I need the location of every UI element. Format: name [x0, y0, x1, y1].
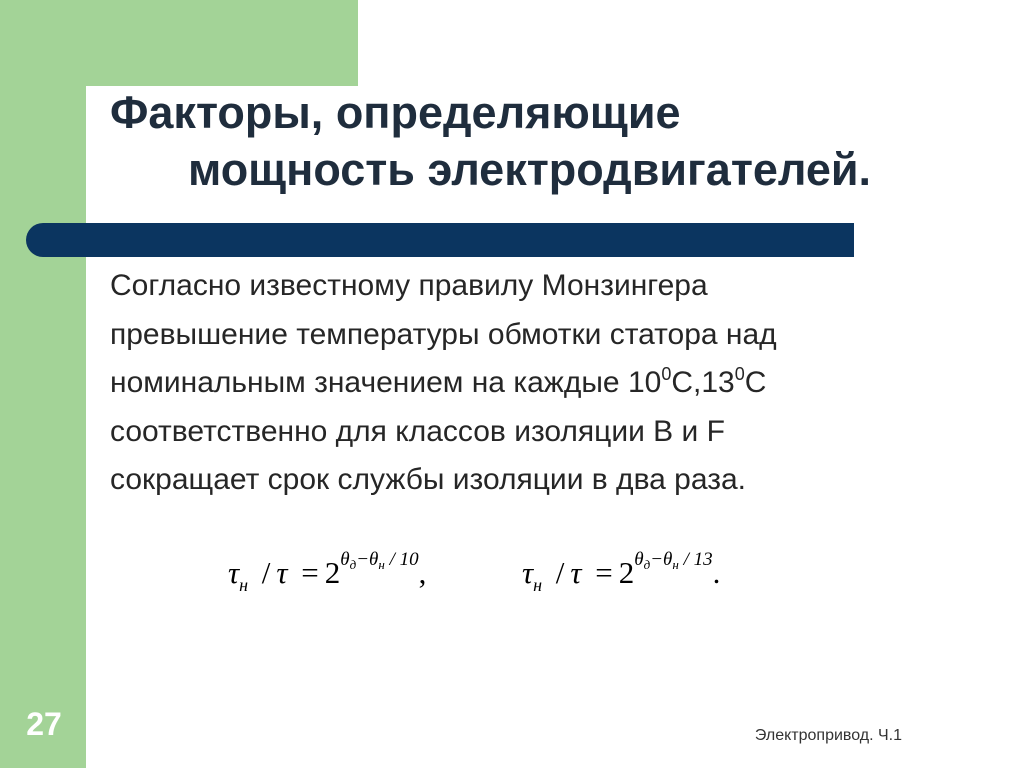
- formula-class-b: [228, 549, 427, 595]
- minus-sign: −: [650, 549, 664, 570]
- equals-sign: =: [595, 555, 613, 590]
- body-paragraph: [110, 262, 990, 505]
- formula-class-f: [522, 549, 721, 595]
- theta-symbol: θ: [369, 549, 379, 570]
- formula-punctuation: ,: [418, 555, 427, 590]
- left-accent-bar: [0, 0, 86, 768]
- body-line-5: сокращает срок службы изоляции в два раза.: [110, 463, 746, 496]
- body-line-3-text-a: номинальным значением на каждые 10: [110, 366, 662, 399]
- power-base: 2: [618, 555, 635, 590]
- theta-symbol: θ: [634, 549, 644, 570]
- body-line-2: превышение температуры обмотки статора над: [110, 317, 777, 351]
- degree-superscript-2: 0: [734, 364, 745, 384]
- theta-subscript: н: [378, 557, 385, 572]
- exponent: [634, 549, 712, 570]
- degree-superscript-1: 0: [661, 364, 672, 384]
- theta-symbol: θ: [340, 549, 350, 570]
- tau-symbol: τ: [522, 555, 534, 590]
- theta-symbol: θ: [663, 549, 673, 570]
- body-line-3-text-c: С: [744, 366, 767, 399]
- body-line-1: Согласно известному правилу Монзингера: [110, 269, 708, 302]
- theta-subscript: д: [349, 557, 357, 572]
- top-accent-block: [0, 0, 358, 86]
- tau-symbol: τ: [276, 555, 288, 590]
- tau-symbol: τ: [570, 555, 582, 590]
- exponent-divisor: / 13: [678, 549, 713, 570]
- title-line-1: Факторы, определяющие: [110, 87, 681, 138]
- division-sign: /: [555, 555, 565, 590]
- footer-course-title: Электропривод. Ч.1: [754, 727, 902, 744]
- body-line-3: [110, 359, 990, 408]
- tau-subscript: н: [533, 575, 543, 595]
- formula-punctuation: .: [712, 555, 721, 590]
- title-line-2: мощность электродвигателей.: [188, 144, 872, 195]
- theta-subscript: д: [643, 557, 651, 572]
- title-divider: [26, 223, 854, 257]
- theta-subscript: н: [672, 557, 679, 572]
- division-sign: /: [261, 555, 271, 590]
- exponent-divisor: / 10: [384, 549, 419, 570]
- exponent: [340, 549, 418, 570]
- equals-sign: =: [301, 555, 319, 590]
- body-line-4: соответственно для классов изоляции В и F: [110, 414, 725, 448]
- tau-symbol: τ: [228, 555, 240, 590]
- body-line-3-text-b: С,13: [671, 366, 735, 399]
- tau-subscript: н: [239, 575, 249, 595]
- power-base: 2: [324, 555, 341, 590]
- slide-title: [110, 84, 990, 198]
- minus-sign: −: [356, 549, 370, 570]
- slide-number: 27: [26, 706, 62, 742]
